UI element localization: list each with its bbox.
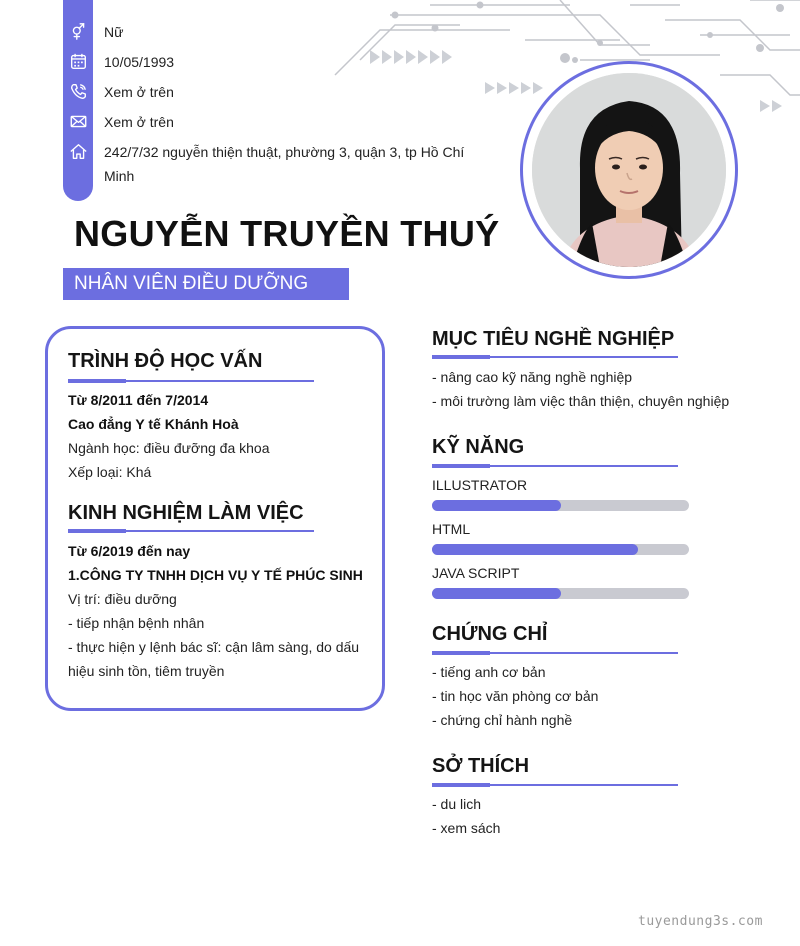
hobbies-heading: SỞ THÍCH <box>432 755 530 777</box>
education-major: Ngành học: điều đưỡng đa khoa <box>68 440 270 456</box>
certificate-item: - tin học văn phòng cơ bản <box>432 688 599 704</box>
skill-bar-fill <box>432 500 561 511</box>
objective-item: - môi trường làm việc thân thiện, chuyên nghiệp <box>432 393 730 409</box>
job-title: NHÂN VIÊN ĐIỀU DƯỠNG <box>74 273 309 294</box>
objective-heading: MỤC TIÊU NGHỀ NGHIỆP <box>432 328 675 350</box>
education-period: Từ 8/2011 đến 7/2014 <box>68 392 209 408</box>
skills-heading: KỸ NĂNG <box>432 436 525 458</box>
phone-row <box>63 80 483 104</box>
skill-name: ILLUSTRATOR <box>432 477 528 493</box>
skill-bar-track <box>432 588 689 599</box>
experience-company: 1.CÔNG TY TNHH DỊCH VỤ Y TẾ PHÚC SINH <box>68 567 363 583</box>
email-row <box>63 110 483 134</box>
calendar-icon <box>70 53 87 70</box>
certificate-item: - chứng chỉ hành nghề <box>432 712 573 728</box>
experience-duty: - tiếp nhận bệnh nhân <box>68 615 205 631</box>
skill-bar-fill <box>432 588 561 599</box>
skill-name: HTML <box>432 521 471 537</box>
job-title-banner <box>63 268 349 300</box>
birthday-text: 10/05/1993 <box>104 54 175 70</box>
objective-item: - nâng cao kỹ năng nghề nghiệp <box>432 369 633 385</box>
certificates-heading: CHỨNG CHỈ <box>432 623 548 645</box>
watermark: tuyendung3s.com <box>638 914 763 929</box>
address-text: 242/7/32 nguyễn thiện thuật, phường 3, quận 3, tp Hồ Chí Minh <box>104 144 465 184</box>
gender-row <box>63 20 483 44</box>
certificate-item: - tiếng anh cơ bản <box>432 664 546 680</box>
experience-heading: KINH NGHIỆM LÀM VIỆC <box>68 502 304 524</box>
profile-photo <box>532 73 726 267</box>
hobbies-underline <box>432 784 678 786</box>
education-heading: TRÌNH ĐỘ HỌC VẤN <box>68 350 263 372</box>
experience-duty: - thực hiện y lệnh bác sĩ: cận lâm sàng, do dấu hiệu sinh tồn, tiêm truyền <box>68 639 360 679</box>
gender-text: Nữ <box>104 24 124 40</box>
experience-position: Vị trí: điều dưỡng <box>68 591 177 607</box>
skills-underline <box>432 465 678 467</box>
home-icon <box>70 143 87 160</box>
hobby-item: - xem sách <box>432 820 501 836</box>
education-grade: Xếp loại: Khá <box>68 464 152 480</box>
objective-underline <box>432 356 678 358</box>
certificates-underline <box>432 652 678 654</box>
gender-icon <box>70 23 87 40</box>
hobby-item: - du lich <box>432 796 482 812</box>
skill-name: JAVA SCRIPT <box>432 565 520 581</box>
skill-bar-fill <box>432 544 638 555</box>
skill-bar-track <box>432 544 689 555</box>
candidate-name: NGUYỄN TRUYỀN THUÝ <box>74 213 500 254</box>
education-underline <box>68 380 314 382</box>
education-school: Cao đẳng Y tế Khánh Hoà <box>68 416 239 432</box>
phone-icon <box>70 83 87 100</box>
birthday-row <box>63 50 483 74</box>
experience-period: Từ 6/2019 đến nay <box>68 543 191 559</box>
email-text: Xem ở trên <box>104 114 174 130</box>
skill-bar-track <box>432 500 689 511</box>
address-row <box>63 140 483 188</box>
phone-text: Xem ở trên <box>104 84 174 100</box>
experience-underline <box>68 530 314 532</box>
email-icon <box>70 113 87 130</box>
